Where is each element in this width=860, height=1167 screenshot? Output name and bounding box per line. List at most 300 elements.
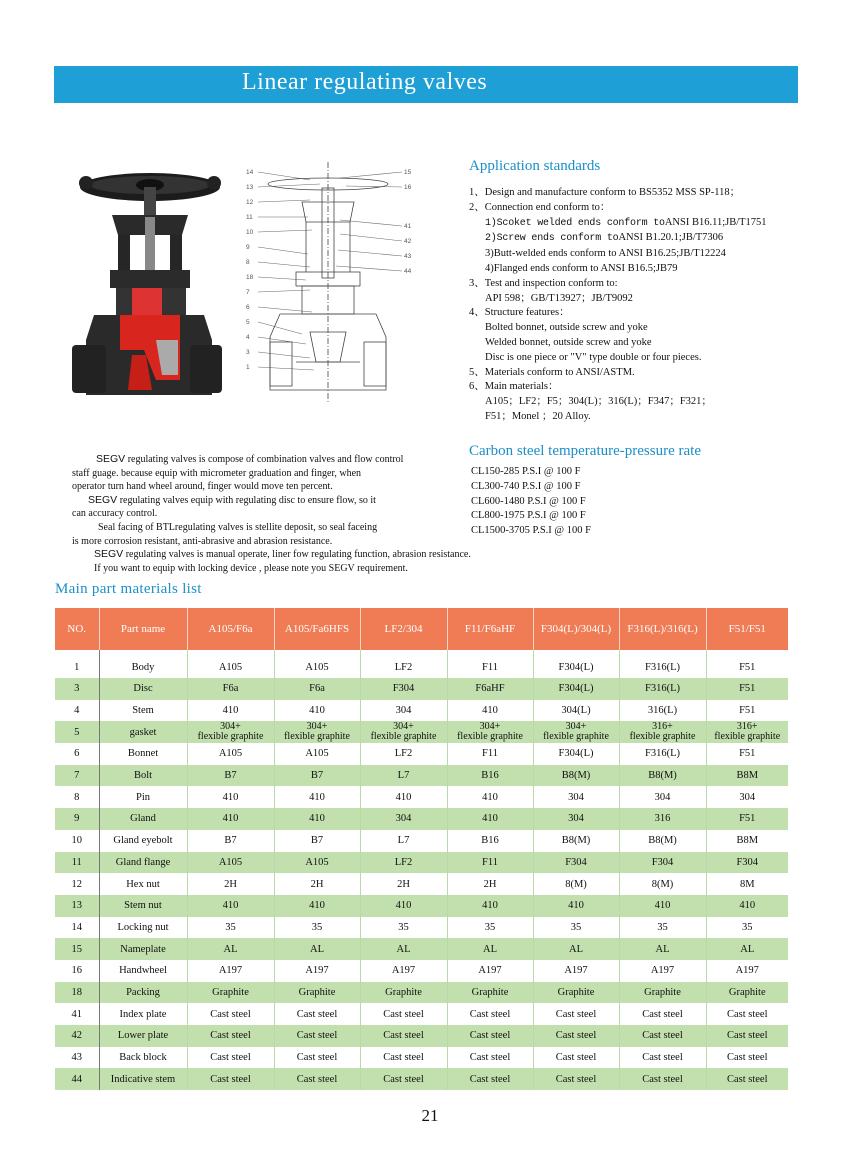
list-item — [469, 351, 809, 366]
column-header: A105/Fa6HFS — [274, 608, 360, 650]
table-cell: F304(L) — [533, 743, 619, 765]
cell-line: 304+ — [220, 721, 241, 733]
cell-part-name: Back block — [99, 1047, 187, 1069]
table-cell: F51 — [706, 808, 788, 830]
list-item — [469, 262, 809, 277]
description-line — [72, 467, 512, 481]
description-line — [72, 507, 512, 521]
application-standards-list — [469, 186, 809, 425]
cell-line: flexible graphite — [197, 731, 264, 743]
table-row — [55, 743, 788, 765]
description-line — [72, 535, 512, 549]
column-header: LF2/304 — [360, 608, 447, 650]
table-cell — [447, 721, 533, 743]
cell-part-name: Hex nut — [99, 873, 187, 895]
table-cell: Cast steel — [447, 1025, 533, 1047]
table-row — [55, 917, 788, 939]
table-cell: LF2 — [360, 852, 447, 874]
column-header: F11/F6aHF — [447, 608, 533, 650]
table-cell: A197 — [447, 960, 533, 982]
brand-name: SEGV — [96, 453, 126, 465]
cell-no: 18 — [55, 982, 99, 1004]
callout-label: 15 — [404, 169, 412, 176]
table-cell: LF2 — [360, 743, 447, 765]
table-cell: F304(L) — [533, 678, 619, 700]
cell-part-name: Bolt — [99, 765, 187, 787]
callout-label: 44 — [404, 268, 412, 275]
list-item — [469, 410, 809, 425]
cell-no: 12 — [55, 873, 99, 895]
table-cell: 410 — [619, 895, 706, 917]
brand-name: SEGV — [88, 493, 118, 506]
cell-part-name: Packing — [99, 982, 187, 1004]
cell-no: 5 — [55, 721, 99, 743]
cell-line: 304+ — [565, 721, 587, 733]
table-cell: Graphite — [447, 982, 533, 1004]
table-cell: B7 — [187, 830, 274, 852]
table-cell — [533, 721, 619, 743]
table-cell: 410 — [360, 895, 447, 917]
list-item-text: 2、Connection end conform to： — [469, 201, 611, 213]
table-cell: 304 — [360, 808, 447, 830]
table-cell: B16 — [447, 765, 533, 787]
list-item-text: Welded bonnet, outside screw and yoke — [485, 336, 652, 348]
brand-name: SEGV — [94, 548, 124, 561]
table-cell: 35 — [274, 917, 360, 939]
cell-no: 44 — [55, 1068, 99, 1090]
cell-line: flexible graphite — [284, 731, 350, 743]
table-row — [55, 895, 788, 917]
table-cell: 304(L) — [533, 700, 619, 722]
valve-drawing — [240, 162, 422, 410]
list-item — [469, 201, 809, 216]
table-cell: Graphite — [619, 982, 706, 1004]
table-cell: A105 — [274, 852, 360, 874]
list-item — [469, 231, 809, 247]
table-cell: 410 — [447, 700, 533, 722]
cell-no: 42 — [55, 1025, 99, 1047]
column-header: F316(L)/316(L) — [619, 608, 706, 650]
list-item-text: Bolted bonnet, outside screw and yoke — [485, 322, 648, 334]
callout-label: 1 — [246, 364, 250, 371]
table-cell: Cast steel — [187, 1047, 274, 1069]
description-text: regulating valves is manual operate, liner fow regulating function, abrasion resistance. — [123, 549, 471, 561]
table-cell: Graphite — [533, 982, 619, 1004]
table-cell: 35 — [742, 921, 753, 933]
cell-line: 304+ — [393, 721, 414, 733]
table-cell: 410 — [187, 808, 274, 830]
materials-table — [55, 608, 788, 1090]
description-line — [72, 453, 512, 467]
table-cell: A197 — [533, 960, 619, 982]
callout-label: 4 — [246, 334, 250, 341]
table-cell: Cast steel — [619, 1003, 706, 1025]
description-text: is more corrosion resistant, anti-abrasive and abrasion resistance. — [72, 535, 333, 547]
cell-no: 6 — [55, 743, 99, 765]
table-cell: B8(M) — [533, 765, 619, 787]
table-cell: 410 — [187, 895, 274, 917]
list-item-text: ANSI B16.11;JB/T1751 — [664, 216, 767, 228]
table-cell: 35 — [187, 917, 274, 939]
table-cell: 410 — [274, 700, 360, 722]
table-cell: AL — [187, 938, 274, 960]
description-text: regulating valves is compose of combination valves and flow control — [125, 454, 404, 465]
cell-no: 43 — [55, 1047, 99, 1069]
table-cell: L7 — [360, 830, 447, 852]
callout-label: 3 — [246, 349, 250, 356]
table-cell: Cast steel — [706, 1025, 788, 1047]
table-cell: F304 — [360, 678, 447, 700]
callout-label: 16 — [404, 184, 412, 191]
table-cell: Cast steel — [726, 1052, 768, 1064]
table-cell: 410 — [447, 895, 533, 917]
table-cell: F316(L) — [619, 743, 706, 765]
table-cell: A105 — [274, 743, 360, 765]
table-cell: A105 — [274, 650, 360, 678]
table-row — [55, 938, 788, 960]
table-cell: 2H — [187, 873, 274, 895]
table-cell: B7 — [274, 830, 360, 852]
table-cell: 316 — [619, 808, 706, 830]
cell-part-name: Gland flange — [99, 852, 187, 874]
table-cell: B7 — [187, 765, 274, 787]
callout-label: 12 — [246, 199, 254, 206]
list-item: CL1500-3705 P.S.I @ 100 F — [471, 525, 591, 537]
table-row — [55, 960, 788, 982]
table-cell: Cast steel — [274, 1068, 360, 1090]
table-cell: Cast steel — [447, 1068, 533, 1090]
table-cell: A197 — [187, 960, 274, 982]
column-header: F51/F51 — [706, 608, 788, 650]
table-cell: AL — [706, 938, 788, 960]
list-item — [469, 216, 809, 232]
list-item: CL600-1480 P.S.I @ 100 F — [471, 495, 586, 507]
page-number: 21 — [421, 1106, 439, 1125]
cell-line: 304+ — [306, 721, 328, 733]
table-cell: 304 — [739, 791, 756, 803]
table-cell: AL — [619, 938, 706, 960]
description-text — [72, 453, 512, 575]
list-item-text: 4、Structure features： — [469, 307, 570, 319]
table-cell: F6a — [187, 678, 274, 700]
table-cell: 410 — [706, 895, 788, 917]
table-row — [55, 1025, 788, 1047]
table-row — [55, 678, 788, 700]
table-cell: 304 — [619, 786, 706, 808]
table-cell: F11 — [447, 650, 533, 678]
list-item: CL800-1975 P.S.I @ 100 F — [471, 510, 586, 522]
table-cell: B16 — [447, 830, 533, 852]
table-cell: Cast steel — [187, 1068, 274, 1090]
table-cell: Cast steel — [533, 1047, 619, 1069]
table-cell: Graphite — [187, 982, 274, 1004]
list-item-text: A105；LF2；F5；304(L)；316(L)；F347；F321； — [485, 396, 712, 408]
table-cell: Graphite — [360, 982, 447, 1004]
table-cell: Cast steel — [274, 1003, 360, 1025]
list-item-text: 4)Flanged ends conform to ANSI B16.5;JB79 — [485, 262, 678, 274]
table-cell: F6a — [274, 678, 360, 700]
cell-part-name: Pin — [99, 786, 187, 808]
table-cell: Cast steel — [360, 1047, 447, 1069]
table-cell: Cast steel — [726, 1008, 768, 1020]
table-cell: A197 — [274, 960, 360, 982]
table-cell: Cast steel — [360, 1068, 447, 1090]
callout-label: 42 — [404, 238, 412, 245]
list-item-text: 6、Main materials： — [469, 381, 559, 393]
table-cell: F304 — [619, 852, 706, 874]
description-line — [72, 521, 512, 535]
table-cell: 35 — [447, 917, 533, 939]
description-line — [72, 562, 512, 576]
callout-label: 6 — [246, 304, 250, 311]
cell-line: flexible graphite — [457, 731, 523, 743]
table-row — [55, 873, 788, 895]
list-item — [469, 306, 809, 321]
table-cell: 410 — [274, 895, 360, 917]
cell-no: 7 — [55, 765, 99, 787]
description-text: regulating valves equip with regulating disc to ensure flow, so it — [117, 494, 376, 506]
materials-title: Main part materials list — [55, 581, 202, 597]
callout-label: 11 — [246, 214, 253, 221]
table-cell: F51 — [739, 748, 756, 760]
cell-part-name: Gland — [99, 808, 187, 830]
list-item — [469, 380, 809, 395]
table-cell: A197 — [360, 960, 447, 982]
callout-label: 8 — [246, 259, 250, 266]
table-cell: F304(L) — [533, 650, 619, 678]
table-cell: A105 — [187, 852, 274, 874]
table-cell: 8M — [739, 878, 755, 890]
valve-photo — [72, 165, 222, 410]
table-cell: Cast steel — [447, 1003, 533, 1025]
table-row — [55, 808, 788, 830]
cell-no: 11 — [55, 852, 99, 874]
table-cell: Cast steel — [619, 1047, 706, 1069]
description-line — [72, 494, 512, 508]
table-cell: 304 — [533, 808, 619, 830]
list-item-text: Disc is one piece or "V" type double or four pieces. — [485, 351, 702, 363]
cell-part-name: Nameplate — [99, 938, 187, 960]
table-cell: 304 — [533, 786, 619, 808]
cell-no: 9 — [55, 808, 99, 830]
cell-no: 15 — [55, 938, 99, 960]
column-header: NO. — [55, 608, 99, 650]
cell-no: 41 — [55, 1003, 99, 1025]
table-row — [55, 786, 788, 808]
table-cell — [706, 721, 788, 743]
table-row — [55, 650, 788, 678]
callout-label: 9 — [246, 244, 250, 251]
list-item-text: API 598；GB/T13927；JB/T9092 — [485, 292, 633, 304]
list-item — [469, 321, 809, 336]
table-cell: B8M — [736, 835, 759, 847]
callout-label: 10 — [246, 229, 254, 236]
table-cell: Graphite — [274, 982, 360, 1004]
description-text: Seal facing of BTLregulating valves is stellite deposit, so seal faceing — [98, 521, 378, 533]
table-cell: 8(M) — [533, 873, 619, 895]
cell-line: 316+ — [736, 721, 758, 733]
cell-no: 4 — [55, 700, 99, 722]
table-cell: F51 — [739, 661, 756, 673]
application-standards-title: Application standards — [469, 158, 601, 174]
description-text: staff guage. because equip with micrometer graduation and finger, when — [72, 467, 362, 479]
table-cell: 2H — [274, 873, 360, 895]
cell-part-name: Index plate — [99, 1003, 187, 1025]
cell-line: flexible graphite — [629, 731, 696, 743]
table-cell: AL — [447, 938, 533, 960]
table-cell: F316(L) — [619, 650, 706, 678]
column-header: F304(L)/304(L) — [533, 608, 619, 650]
list-item-text: ANSI B1.20.1;JB/T7306 — [618, 232, 724, 244]
table-cell: F304 — [706, 852, 788, 874]
table-row — [55, 765, 788, 787]
column-header: Part name — [99, 608, 187, 650]
cell-part-name: Handwheel — [99, 960, 187, 982]
list-item-text: 1、Design and manufacture conform to BS5352 MSS SP-118； — [469, 187, 741, 198]
description-line — [72, 480, 512, 494]
table-cell: Cast steel — [619, 1068, 706, 1090]
table-cell — [274, 721, 360, 743]
table-cell — [360, 721, 447, 743]
cell-line: flexible graphite — [543, 731, 609, 743]
table-row — [55, 982, 788, 1004]
table-row — [55, 700, 788, 722]
cell-part-name: Lower plate — [99, 1025, 187, 1047]
callout-label: 5 — [246, 319, 250, 326]
table-cell: Cast steel — [274, 1047, 360, 1069]
table-cell: A197 — [735, 965, 759, 977]
callout-label: 7 — [246, 289, 250, 296]
table-cell: Cast steel — [533, 1068, 619, 1090]
table-row — [55, 852, 788, 874]
cell-part-name: Stem — [99, 700, 187, 722]
description-text: If you want to equip with locking device , please note you SEGV requirement. — [94, 562, 408, 574]
table-cell: 410 — [274, 808, 360, 830]
list-item-text: 3)Butt-welded ends conform to ANSI B16.25;JB/T12224 — [485, 248, 726, 260]
cell-no: 13 — [55, 895, 99, 917]
table-cell: Cast steel — [619, 1025, 706, 1047]
table-cell: B8M — [706, 765, 788, 787]
cell-no: 14 — [55, 917, 99, 939]
cell-part-name: Body — [99, 650, 187, 678]
table-cell: 316(L) — [619, 700, 706, 722]
cell-part-name: Disc — [99, 678, 187, 700]
cell-no: 10 — [55, 830, 99, 852]
title-bar — [54, 66, 798, 103]
list-item: CL300-740 P.S.I @ 100 F — [471, 480, 581, 492]
description-text: can accuracy control. — [72, 508, 158, 520]
cell-no: 3 — [55, 678, 99, 700]
table-cell: 304 — [360, 700, 447, 722]
table-cell: 2H — [360, 873, 447, 895]
table-cell: 35 — [619, 917, 706, 939]
list-item: CL150-285 P.S.I @ 100 F — [471, 466, 581, 477]
page-title: Linear regulating valves — [242, 69, 488, 95]
table-cell: B8(M) — [619, 765, 706, 787]
callout-label: 13 — [246, 184, 254, 191]
table-cell: F11 — [447, 852, 533, 874]
table-cell: 410 — [533, 895, 619, 917]
cell-part-name: Bonnet — [99, 743, 187, 765]
table-cell: 410 — [360, 786, 447, 808]
table-cell: F51 — [739, 705, 756, 717]
table-cell: 2H — [447, 873, 533, 895]
list-item — [469, 336, 809, 351]
table-cell: F316(L) — [619, 678, 706, 700]
cell-line: 316+ — [652, 721, 673, 733]
table-cell: B7 — [274, 765, 360, 787]
list-item — [469, 292, 809, 307]
table-cell: 410 — [187, 700, 274, 722]
table-row — [55, 830, 788, 852]
cell-line: flexible graphite — [370, 731, 437, 743]
table-cell: AL — [533, 938, 619, 960]
cell-part-name: Indicative stem — [99, 1068, 187, 1090]
table-cell: F11 — [447, 743, 533, 765]
cell-part-name: Stem nut — [99, 895, 187, 917]
table-cell: 35 — [360, 917, 447, 939]
list-item-text: 5、Materials conform to ANSI/ASTM. — [469, 366, 635, 378]
table-cell: LF2 — [360, 650, 447, 678]
cell-no: 8 — [55, 786, 99, 808]
carbon-steel-title: Carbon steel temperature-pressure rate — [469, 443, 701, 459]
table-cell: B8(M) — [533, 830, 619, 852]
cell-line: flexible graphite — [714, 731, 781, 743]
table-cell: A197 — [619, 960, 706, 982]
cell-part-name: Locking nut — [99, 917, 187, 939]
table-cell: B8(M) — [619, 830, 706, 852]
table-cell: F304 — [533, 852, 619, 874]
table-cell: F6aHF — [447, 678, 533, 700]
table-cell: Cast steel — [360, 1003, 447, 1025]
list-item — [469, 366, 809, 381]
table-cell: L7 — [360, 765, 447, 787]
table-cell: Cast steel — [533, 1003, 619, 1025]
table-cell: A105 — [187, 743, 274, 765]
list-item — [469, 186, 809, 201]
description-line — [72, 548, 512, 562]
table-row — [55, 721, 788, 743]
cell-part-name: gasket — [99, 721, 187, 743]
table-cell: AL — [274, 938, 360, 960]
table-cell: 410 — [447, 808, 533, 830]
table-cell: Cast steel — [706, 1068, 788, 1090]
callout-label: 41 — [404, 223, 412, 230]
list-item-code: 1)Scoket welded ends conform to — [485, 217, 665, 229]
description-text: operator turn hand wheel around, finger would move ten percent. — [72, 481, 333, 493]
list-item — [469, 247, 809, 262]
list-item — [469, 395, 809, 410]
table-cell: 410 — [274, 786, 360, 808]
column-header: A105/F6a — [187, 608, 274, 650]
table-cell: Cast steel — [187, 1025, 274, 1047]
table-cell: 410 — [447, 786, 533, 808]
cell-part-name: Gland eyebolt — [99, 830, 187, 852]
cell-line: 304+ — [479, 721, 501, 733]
cell-no: 16 — [55, 960, 99, 982]
table-cell: 35 — [533, 917, 619, 939]
table-cell: Graphite — [706, 982, 788, 1004]
list-item-text: 3、Test and inspection conform to: — [469, 277, 618, 289]
table-row — [55, 1068, 788, 1090]
cell-no: 1 — [55, 650, 99, 678]
list-item-text: F51；Monel ；20 Alloy. — [485, 410, 591, 422]
table-row — [55, 1003, 788, 1025]
table-cell — [619, 721, 706, 743]
table-cell: Cast steel — [533, 1025, 619, 1047]
table-cell: AL — [360, 938, 447, 960]
table-cell: Cast steel — [360, 1025, 447, 1047]
